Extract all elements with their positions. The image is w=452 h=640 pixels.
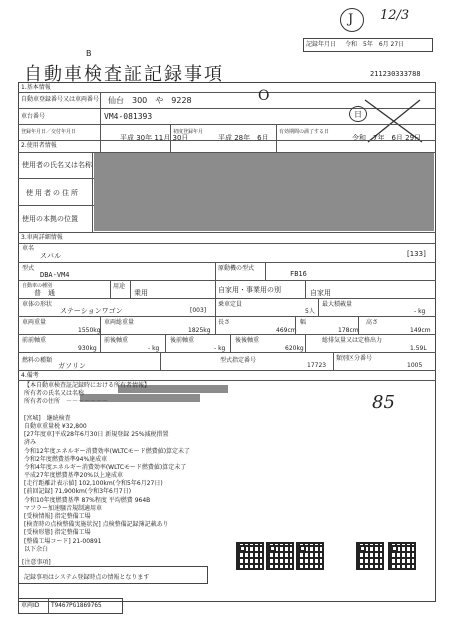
type-label: 型式指定番号 — [220, 357, 257, 364]
remarks-line: [前回記録] 71,900km(令和3年6月7日) — [24, 488, 132, 496]
expiry-label: 有効期間の満了する日 — [279, 129, 330, 135]
front-axle-label: 前前軸重 — [22, 337, 47, 344]
vehicle-name-value: スバル — [40, 252, 61, 260]
engine-value: FB16 — [290, 270, 307, 278]
front-rear-value: - kg — [148, 345, 160, 352]
model-label: 型式 — [22, 265, 35, 272]
width-label: 幅 — [300, 319, 307, 326]
remarks-line: マフラー加速騒音規制適用車 — [24, 504, 103, 512]
vehicle-name-code: [133] — [407, 250, 426, 258]
remarks-line: 令和12年度エネルギー消費効率(WLTCモード燃費値)算定未了 — [24, 447, 191, 455]
user-name-label: 使用者の氏名又は名称 — [22, 161, 92, 169]
redacted-user-block — [94, 153, 434, 231]
use-label: 用途 — [113, 283, 126, 290]
remarks-line: [走行距離計表示値] 102,100km(令和5年6月27日) — [24, 480, 163, 488]
height-value: 149cm — [410, 327, 431, 334]
remarks-line: [受検形態] 指定整備工場 — [24, 529, 91, 537]
qr-code-3 — [296, 542, 324, 570]
rear-front-value: - kg — [214, 345, 226, 352]
remarks-line: 所有者の住所 －－－－－－－ — [24, 398, 109, 406]
section-remarks: 4.備考 — [21, 372, 39, 379]
vehicle-name-label: 車名 — [22, 245, 35, 252]
length-value: 469cm — [276, 327, 297, 334]
user-address-label: 使用者の住所 — [26, 189, 80, 197]
remarks-line: 所有者の氏名又は名称 — [24, 390, 85, 398]
qr-code-2 — [266, 542, 294, 570]
front-axle-value: 930kg — [78, 345, 97, 352]
variant-letter: B — [86, 49, 92, 58]
remarks-line: 令和4年度エネルギー消費効率(WLTCモード燃費値)算定未了 — [24, 463, 187, 471]
remarks-line: [検査時の点検整備実施状況] 点検整備記録簿記載あり — [24, 521, 169, 529]
remarks-line: 済み — [24, 439, 37, 447]
capacity-value: 5人 — [305, 308, 315, 315]
notice-label: [注意事項] — [22, 559, 51, 566]
rear-axle-value: 620kg — [285, 345, 304, 352]
remarks-line: [宮城] 継続検査 — [24, 414, 71, 422]
handwritten-j: J — [348, 12, 354, 27]
body-value: ステーションワゴン — [60, 307, 123, 315]
weight-value: 1550kg — [78, 327, 101, 334]
remarks-line: 以下余白 — [24, 545, 49, 553]
width-value: 178cm — [338, 327, 359, 334]
chassis-value: VM4-081393 — [104, 112, 153, 121]
handwritten-circle-j — [340, 8, 364, 32]
fuel-label: 燃料の種類 — [22, 357, 53, 364]
body-label: 車体の形状 — [22, 301, 53, 308]
remarks-line: 令和10年度燃費基準 87%程度 平均燃費 964B — [24, 496, 151, 504]
private-value: 自家用 — [310, 289, 331, 297]
front-rear-label: 前後軸重 — [104, 337, 129, 344]
remarks-line: 【本自動車検査証記録時における所有者情報】 — [24, 382, 151, 389]
handwritten-date: 12/3 — [380, 8, 410, 23]
private-label: 自家用・事業用の別 — [218, 286, 281, 294]
type-value: 17723 — [307, 362, 327, 369]
max-load-label: 最大積載量 — [322, 301, 353, 308]
section-basic: 1.基本情報 — [21, 84, 51, 91]
reg-number-value: 仙台 300 や 9228 — [108, 96, 192, 105]
height-label: 高さ — [366, 319, 379, 326]
capacity-label: 乗車定員 — [218, 301, 243, 308]
remarks-line: 平成27年度燃費基準20%以上達成車 — [24, 472, 123, 480]
remarks-text-block — [24, 383, 324, 555]
record-date-label: 記録年月日 — [306, 41, 337, 48]
remarks-line: 令和2年度燃費基準94%達成車 — [24, 455, 108, 463]
rear-axle-label: 後後軸重 — [235, 337, 260, 344]
handwritten-circle: O — [258, 88, 270, 104]
body-code: [003] — [190, 307, 207, 314]
vehicle-id-label: 車両ID — [21, 602, 40, 609]
reg-date-label: 登録年月日／交付年月日 — [21, 129, 77, 135]
stamp-text: 日 — [354, 110, 362, 119]
base-location-label: 使用の本拠の位置 — [22, 215, 78, 223]
section-vehicle: 3.車両詳細情報 — [21, 234, 63, 241]
displacement-label: 総排気量又は定格出力 — [322, 337, 383, 344]
remarks-line: 自動車重量税 ¥32,800 — [24, 422, 87, 430]
max-load-value: - kg — [414, 308, 426, 315]
qr-code-4 — [356, 542, 384, 570]
handwritten-number: 85 — [372, 392, 395, 413]
engine-label: 原動機の型式 — [218, 265, 255, 272]
section-user: 2.使用者情報 — [21, 142, 57, 149]
record-date-value: 令和 5年 6月 27日 — [345, 41, 405, 48]
qr-code-5 — [388, 542, 416, 570]
gross-label: 車両総重量 — [104, 319, 135, 326]
document-number: 211230333788 — [370, 70, 421, 78]
length-label: 長さ — [218, 319, 231, 326]
class-value: 1005 — [407, 362, 423, 369]
gross-value: 1825kg — [188, 327, 211, 334]
vehicle-id-value: T9467PG1869765 — [51, 602, 102, 609]
kind-label: 自動車の種別 — [22, 283, 53, 289]
displacement-value: 1.59L — [410, 345, 427, 352]
expiry-value: 令和 7年 6月 29日 — [352, 134, 422, 142]
rear-front-label: 後前軸重 — [170, 337, 195, 344]
first-reg-value: 平成 28年 6月 — [218, 134, 269, 142]
class-label: 類別区分番号 — [336, 355, 373, 362]
page-title: 自動車検査証記録事項 — [24, 64, 224, 85]
weight-label: 車両重量 — [22, 319, 47, 326]
notice-text: 記録事項はシステム登録時点の情報となります — [24, 574, 150, 581]
reg-date-value: 平成 30年 11月 30日 — [120, 134, 189, 142]
remarks-line: [27年度車]平成28年6月30日 新規登録 25%減税措置 — [24, 431, 169, 439]
remarks-line: [受検情報] 指定整備工場 — [24, 513, 91, 520]
qr-code-1 — [236, 542, 264, 570]
fuel-value: ガソリン — [58, 362, 86, 370]
first-reg-label: 初度登録年月 — [173, 129, 204, 135]
chassis-label: 車台番号 — [21, 113, 46, 120]
reg-number-label: 自動車登録番号又は車両番号 — [21, 96, 100, 103]
model-value: DBA-VM4 — [40, 271, 70, 279]
use-value: 乗用 — [134, 289, 148, 297]
remarks-line: [整備工場コード] 21-00891 — [24, 537, 102, 545]
kind-value: 普 通 — [34, 289, 55, 297]
